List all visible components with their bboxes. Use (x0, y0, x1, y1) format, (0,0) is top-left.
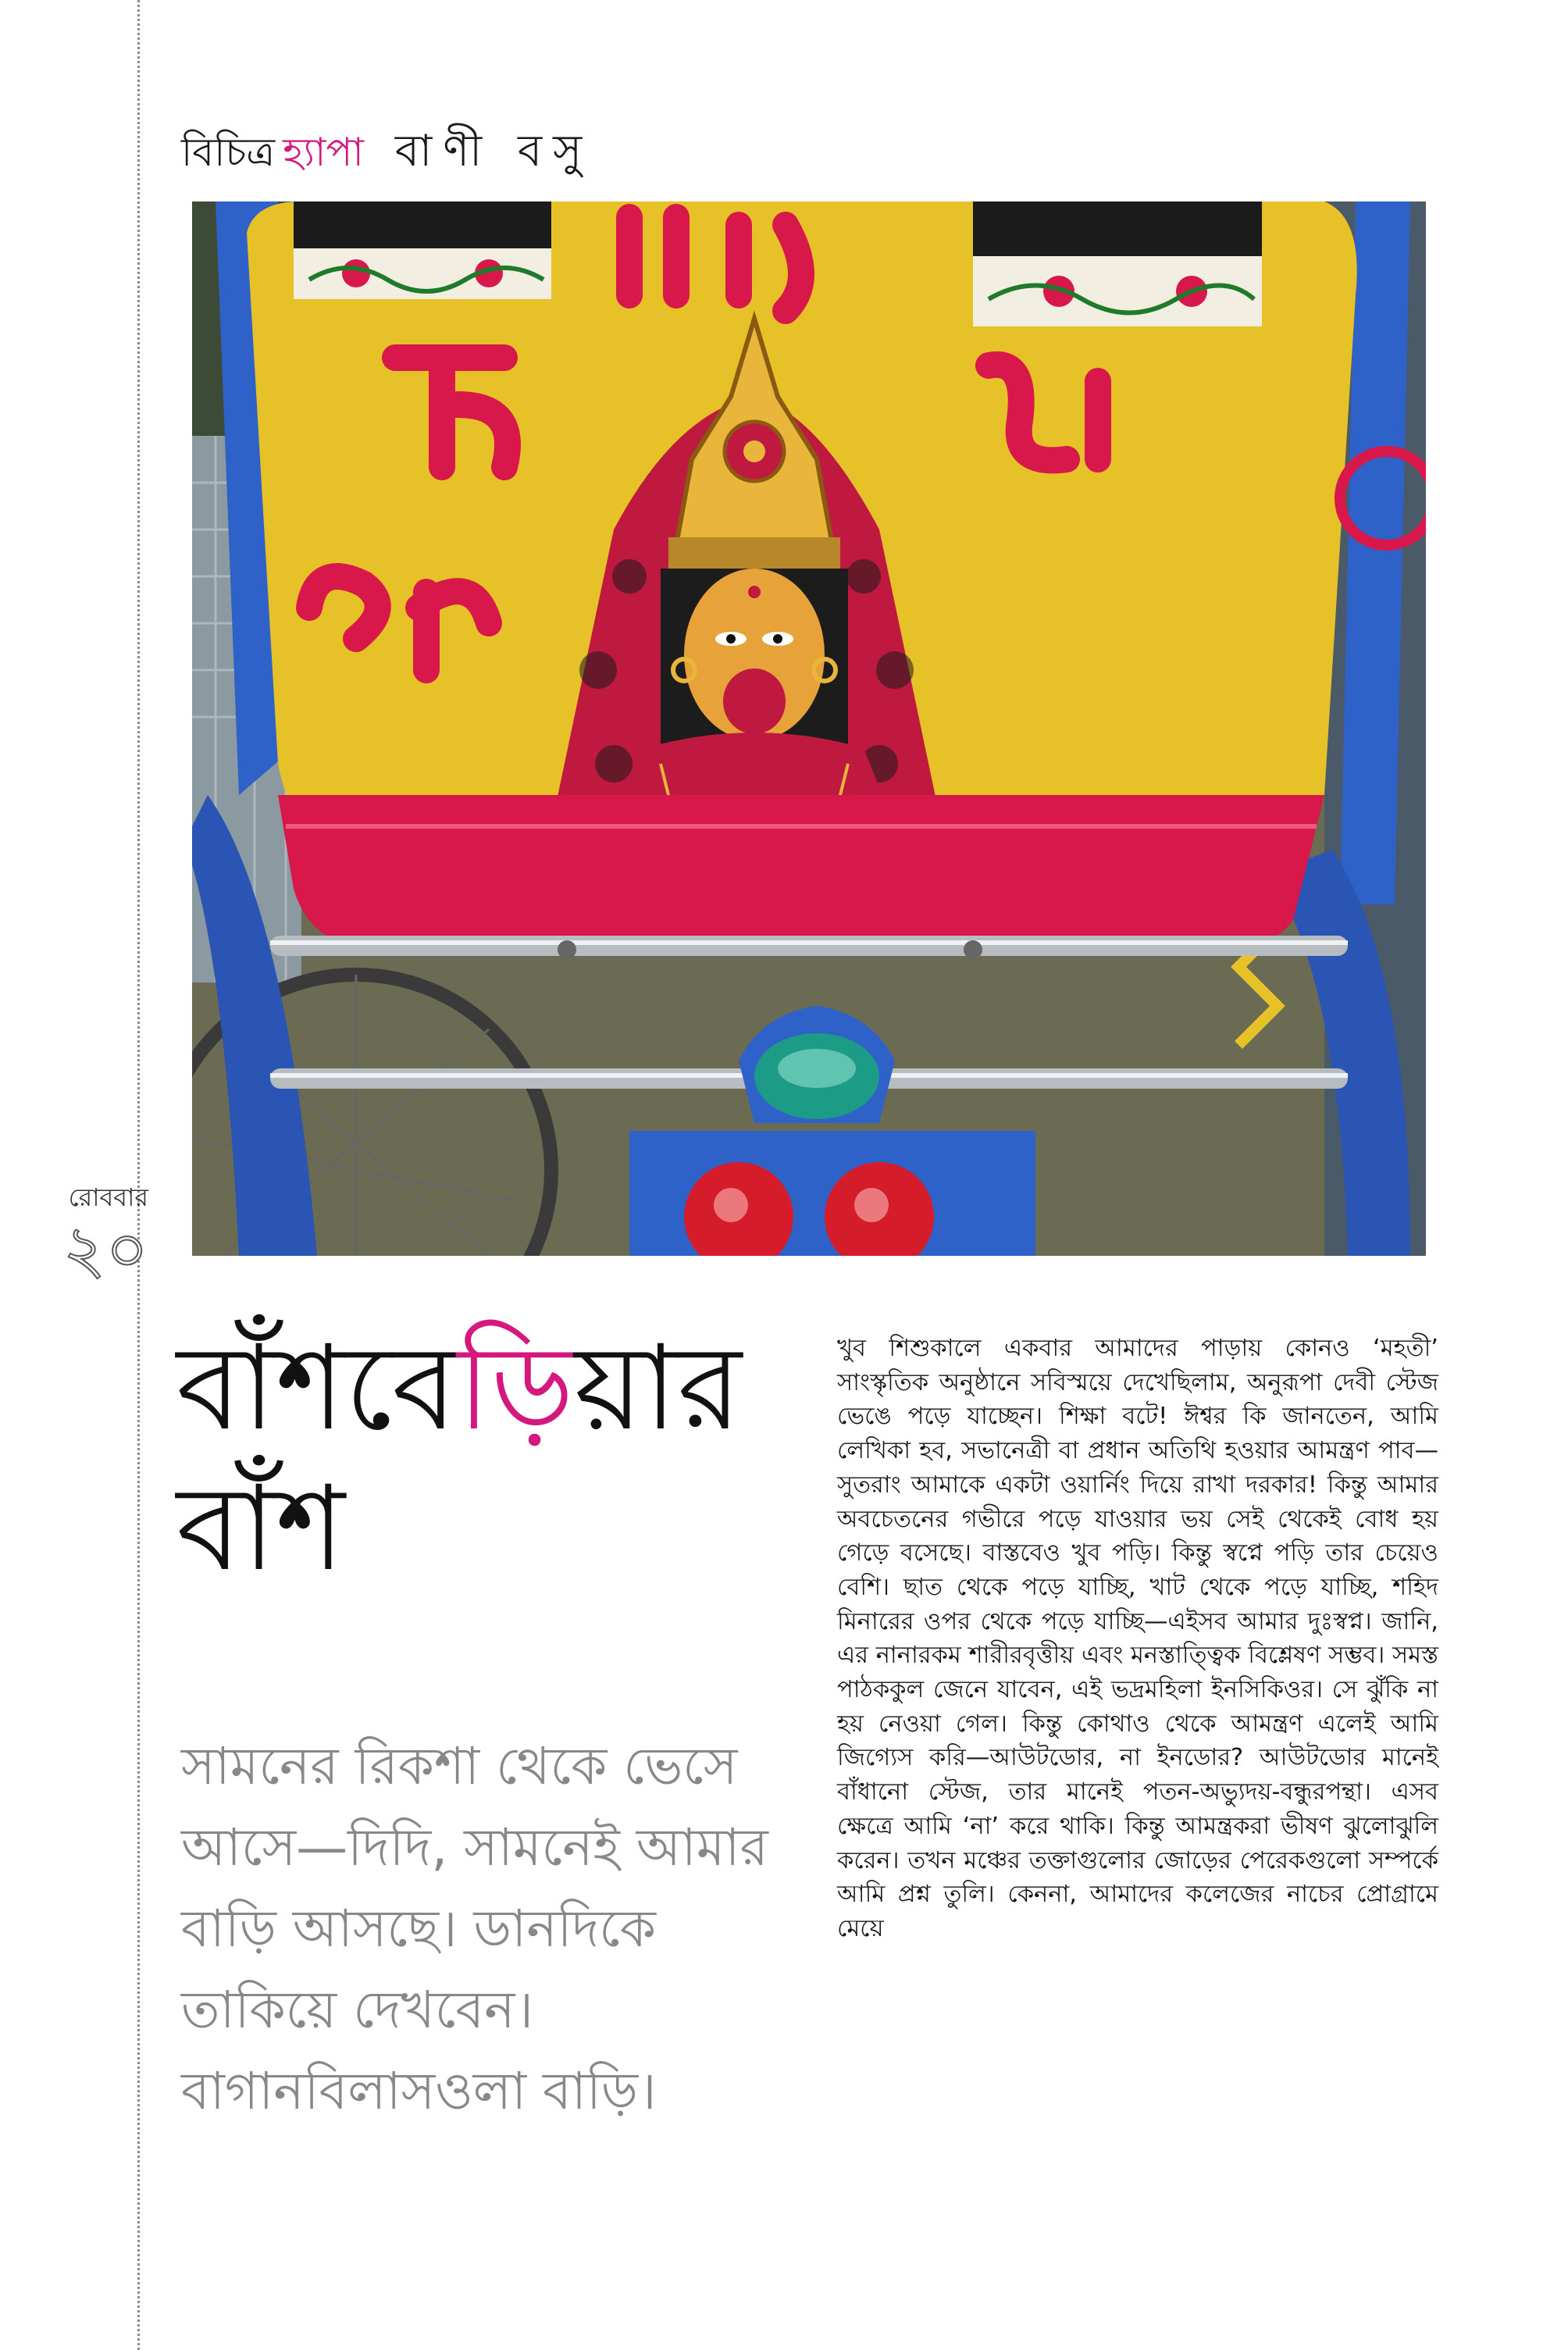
page-folio (55, 1178, 148, 1288)
margin-dotted-rule (137, 0, 140, 2350)
headline-part-2: য়ার (574, 1321, 742, 1457)
page-number: ২০ (62, 1211, 148, 1288)
headline-line-1 (176, 1318, 786, 1459)
headline-highlight: ড়ি (457, 1321, 575, 1457)
folio-day: রোববার (68, 1182, 148, 1212)
series-name: বিচিত্র (181, 130, 276, 175)
headline-line-2: বাঁশ (176, 1461, 345, 1597)
page-header (181, 117, 593, 187)
series-tag: হ্যাপা (283, 130, 364, 175)
rickshaw-photo (192, 201, 1426, 1256)
pull-quote: সামনের রিকশা থেকে ভেসে আসে—দিদি, সামনেই আমার বাড়ি আসছে। ডানদিকে তাকিয়ে দেখবেন। বাগানবিলাসওলা বাড়ি। (181, 1736, 768, 2121)
article-body: খুব শিশুকালে একবার আমাদের পাড়ায় কোনও ‘মহতী’ সাংস্কৃতিক অনুষ্ঠানে সবিস্ময়ে দেখেছিলাম, অনুরূপা দেবী স্টেজ ভেঙে পড়ে যাচ্ছেন। শিক্ষা বটে! ঈশ্বর কি জানতেন, আমি লেখিকা হব, সভানেত্রী বা প্রধান অতিথি হওয়ার আমন্ত্রণ পাব—সুতরাং আমাকে একটা ওয়ার্নিং দিয়ে রাখা দরকার! কিন্তু আমার অবচেতনের গভীরে পড়ে যাওয়ার ভয় সেই থেকেই বোধ হয় গেড়ে বসেছে। বাস্তবেও খুব পড়ি। কিন্তু স্বপ্নে পড়ি তার চেয়েও বেশি। ছাত থেকে পড়ে যাচ্ছি, খাট থেকে পড়ে যাচ্ছি, শহিদ মিনারের ওপর থেকে পড়ে যাচ্ছি—এইসব আমার দুঃস্বপ্ন। জানি, এর নানারকম শারীরবৃত্তীয় এবং মনস্তাত্ত্বিক বিশ্লেষণ সম্ভব। সমস্ত পাঠককুল জেনে যাবেন, এই ভদ্রমহিলা ইনসিকিওর। সে ঝুঁকি না হয় নেওয়া গেল। কিন্তু কোথাও থেকে আমন্ত্রণ এলেই আমি জিগ্যেস করি—আউটডোর, না ইনডোর? আউটডোর মানেই বাঁধানো স্টেজ, তার মানেই পতন-অভ্যুদয়-বন্ধুরপন্থা। এসব ক্ষেত্রে আমি ‘না’ করে থাকি। কিন্তু আমন্ত্রকরা ভীষণ ঝুলোঝুলি করেন। তখন মঞ্চের তক্তাগুলোর জোড়ের পেরেকগুলো সম্পর্কে আমি প্রশ্ন তুলি। কেননা, আমাদের কলেজের নাচের প্রোগ্রামে মেয়ে (837, 1335, 1438, 1942)
headline-part-1: বাঁশবে (176, 1321, 458, 1457)
author-name: বাণী বসু (394, 126, 593, 177)
article-headline (176, 1318, 786, 1599)
